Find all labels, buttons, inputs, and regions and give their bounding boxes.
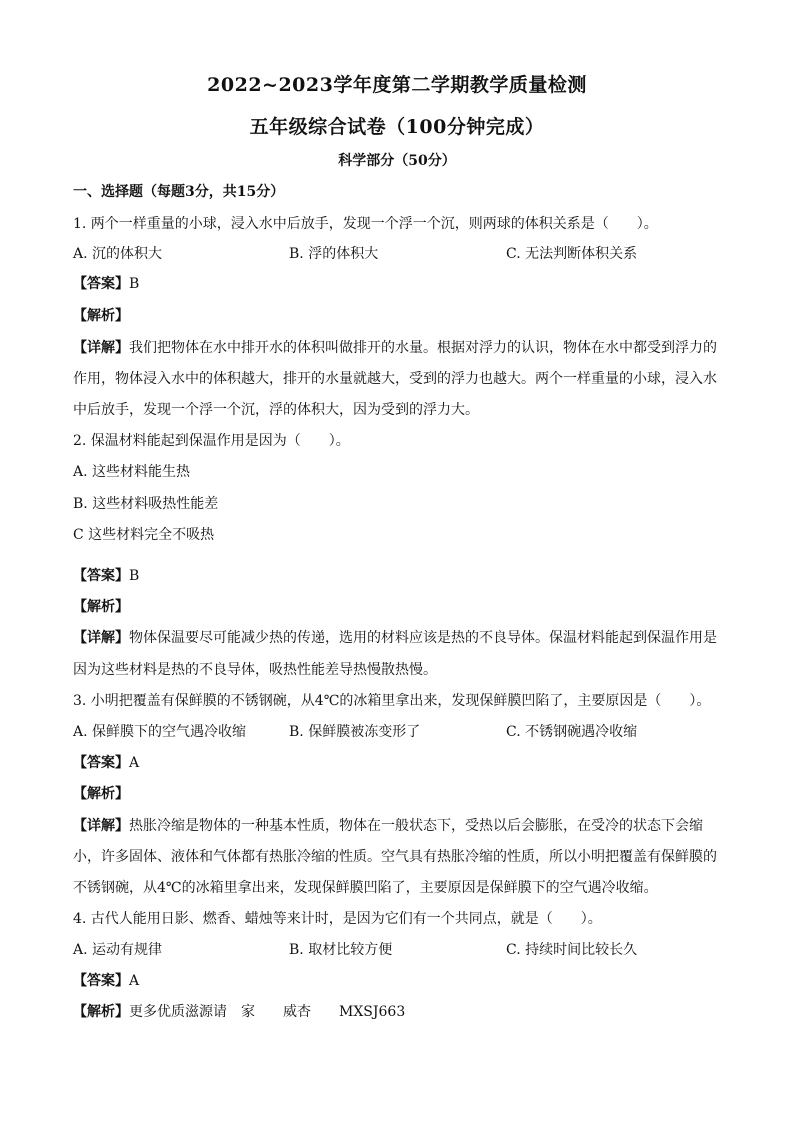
q3-option-c: C. 不锈钢碗遇冷收缩 — [506, 724, 638, 740]
q4-answer — [73, 971, 139, 991]
q3-detail-line-1 — [73, 816, 703, 836]
q4-option-c: C. 持续时间比较长久 — [506, 942, 638, 958]
q2-answer — [73, 566, 139, 586]
q2-detail-line-1 — [73, 628, 717, 648]
q1-detail-line-1 — [73, 338, 717, 358]
answer-tag: 【答案】 — [73, 973, 129, 989]
q3-detail-text-1: 热胀冷缩是物体的一种基本性质，物体在一般状态下，受热以后会膨胀，在受冷的状态下会缩 — [129, 818, 703, 834]
q3-answer-value: A — [129, 755, 140, 771]
answer-tag: 【答案】 — [73, 568, 129, 584]
q4-option-a: A. 运动有规律 — [73, 942, 163, 958]
detail-tag: 【详解】 — [73, 340, 129, 356]
answer-tag: 【答案】 — [73, 276, 129, 292]
analysis-tag: 【解析】 — [73, 1004, 129, 1020]
detail-tag: 【详解】 — [73, 818, 129, 834]
q1-option-a: A. 沉的体积大 — [73, 246, 163, 262]
q3-detail-line-2: 小，许多固体、液体和气体都有热胀冷缩的性质。空气具有热胀冷缩的性质，所以小明把覆盖有保鲜膜的 — [73, 849, 717, 865]
part-heading: 科学部分（50分） — [338, 153, 456, 169]
exam-title: 2022~2023学年度第二学期教学质量检测 — [207, 74, 587, 96]
q4-option-b: B. 取材比较方便 — [289, 942, 393, 958]
q2-option-c: C 这些材料完全不吸热 — [73, 527, 215, 543]
q4-analysis-text: 更多优质滋源请 家 威杏 MXSJ663 — [129, 1004, 406, 1020]
q3-stem: 3. 小明把覆盖有保鲜膜的不锈钢碗，从4℃的冰箱里拿出来，发现保鲜膜凹陷了，主要原因是（ ）。 — [73, 693, 711, 709]
q1-detail-text-1: 我们把物体在水中排开水的体积叫做排开的水量。根据对浮力的认识，物体在水中都受到浮力的 — [129, 340, 717, 356]
q1-detail-line-2: 作用，物体浸入水中的体积越大，排开的水量就越大，受到的浮力也越大。两个一样重量的小球，浸入水 — [73, 371, 717, 387]
q1-stem: 1. 两个一样重量的小球，浸入水中后放手，发现一个浮一个沉，则两球的体积关系是（ ）。 — [73, 216, 658, 232]
q2-option-a: A. 这些材料能生热 — [73, 464, 191, 480]
q2-detail-line-2: 因为这些材料是热的不良导体，吸热性能差导热慢散热慢。 — [73, 662, 437, 678]
q1-analysis-tag: 【解析】 — [73, 308, 129, 324]
q3-answer — [73, 753, 139, 773]
q3-detail-line-3: 不锈钢碗，从4℃的冰箱里拿出来，发现保鲜膜凹陷了，主要原因是保鲜膜下的空气遇冷收缩。 — [73, 880, 658, 896]
q1-detail-line-3: 中后放手，发现一个浮一个沉，浮的体积大，因为受到的浮力大。 — [73, 402, 479, 418]
q2-option-b: B. 这些材料吸热性能差 — [73, 496, 219, 512]
q3-analysis-tag: 【解析】 — [73, 786, 129, 802]
section-heading: 一、选择题（每题3分，共15分） — [73, 184, 285, 200]
q1-answer — [73, 274, 139, 294]
q3-option-b: B. 保鲜膜被冻变形了 — [289, 724, 421, 740]
q4-answer-value: A — [129, 973, 140, 989]
q2-answer-value: B — [129, 568, 140, 584]
q2-analysis-tag: 【解析】 — [73, 599, 129, 615]
q4-analysis — [73, 1002, 405, 1022]
q1-answer-value: B — [129, 276, 140, 292]
q1-option-b: B. 浮的体积大 — [289, 246, 379, 262]
q4-stem: 4. 古代人能用日影、燃香、蜡烛等来计时，是因为它们有一个共同点，就是（ ）。 — [73, 911, 602, 927]
q2-stem: 2. 保温材料能起到保温作用是因为（ ）。 — [73, 433, 350, 449]
q3-option-a: A. 保鲜膜下的空气遇冷收缩 — [73, 724, 247, 740]
q1-option-c: C. 无法判断体积关系 — [506, 246, 638, 262]
exam-subtitle: 五年级综合试卷（100分钟完成） — [249, 116, 545, 138]
q2-detail-text-1: 物体保温要尽可能减少热的传递，选用的材料应该是热的不良导体。保温材料能起到保温作用是 — [129, 630, 717, 646]
detail-tag: 【详解】 — [73, 630, 129, 646]
answer-tag: 【答案】 — [73, 755, 129, 771]
